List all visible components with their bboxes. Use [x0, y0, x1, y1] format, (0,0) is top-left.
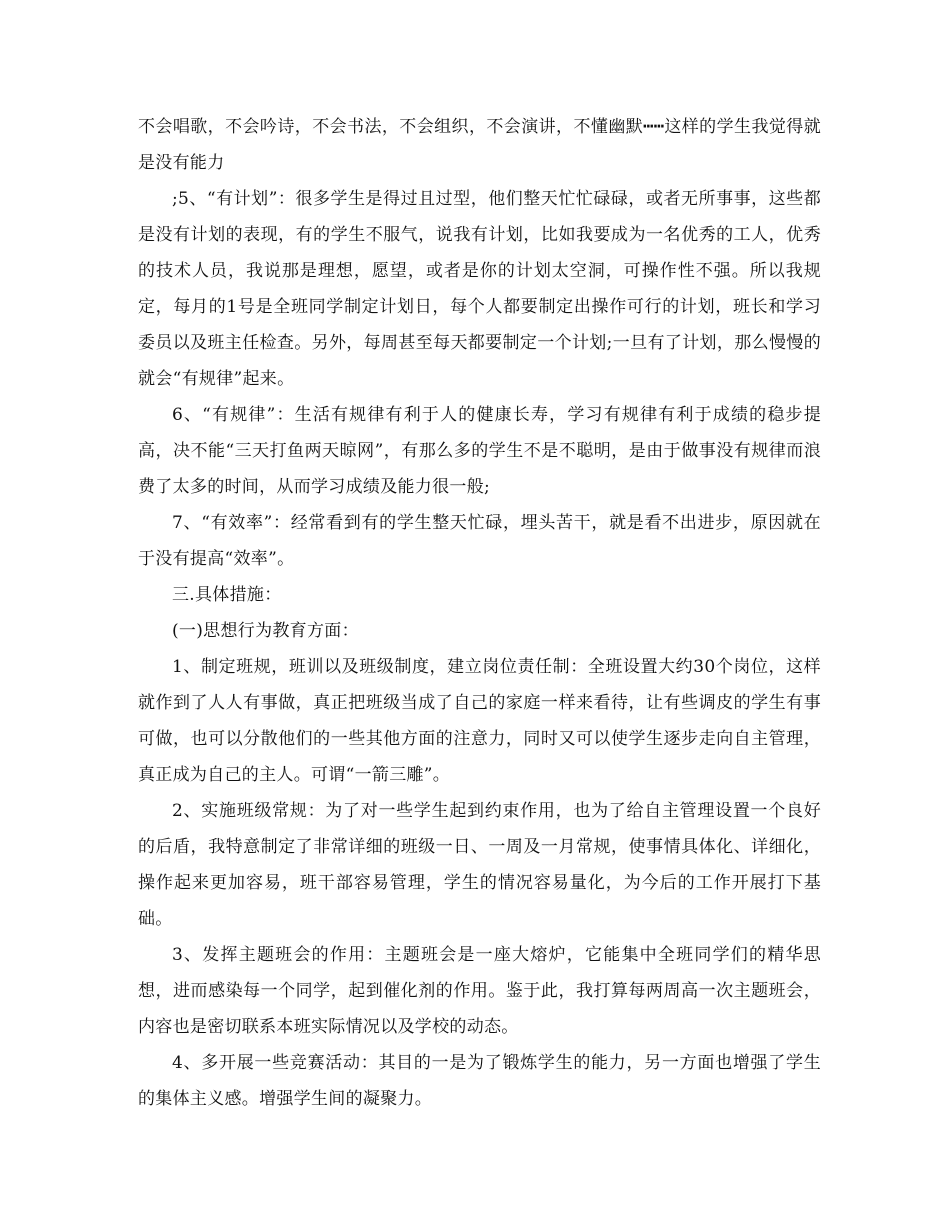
- paragraph-class-rules: 1、制定班规，班训以及班级制度，建立岗位责任制：全班设置大约30个岗位，这样就作到了人人有事做，真正把班级当成了自己的家庭一样来看待，让有些调皮的学生有事可做，也可以分散他们的一些其他方面的注意力，同时又可以使学生逐步走向自主管理，真正成为自己的主人。可谓“一箭三雕”。: [138, 657, 821, 785]
- paragraph-class-routine: 2、实施班级常规：为了对一些学生起到约束作用，也为了给自主管理设置一个良好的后盾，我特意制定了非常详细的班级一日、一周及一月常规，使事情具体化、详细化，操作起来更加容易，班干部容易管理，学生的情况容易量化，为今后的工作开展打下基础。: [138, 801, 821, 929]
- paragraph-ability-continuation: 不会唱歌，不会吟诗，不会书法，不会组织，不会演讲，不懂幽默┅┅这样的学生我觉得就是没有能力: [138, 117, 821, 173]
- section-heading-measures: 三.具体措施：: [172, 585, 282, 605]
- paragraph-have-plan: ;5、“有计划”：很多学生是得过且过型，他们整天忙忙碌碌，或者无所事事，这些都是没有计划的表现，有的学生不服气，说我有计划，比如我要成为一名优秀的工人，优秀的技术人员，我说那是理想，愿望，或者是你的计划太空洞，可操作性不强。所以我规定，每月的1号是全班同学制定计划日，每个人都要制定出操作可行的计划，班长和学习委员以及班主任检查。另外，每周甚至每天都要制定一个计划;一旦有了计划，那么慢慢的就会“有规律”起来。: [138, 189, 821, 389]
- subsection-heading-ideology: (一)思想行为教育方面：: [172, 621, 359, 641]
- paragraph-have-efficiency: 7、“有效率”：经常看到有的学生整天忙碌，埋头苦干，就是看不出进步，原因就在于没有提高“效率”。: [138, 513, 821, 569]
- paragraph-have-regularity: 6、“有规律”：生活有规律有利于人的健康长寿，学习有规律有利于成绩的稳步提高，决不能“三天打鱼两天晾网”，有那么多的学生不是不聪明，是由于做事没有规律而浪费了太多的时间，从而学习成绩及能力很一般;: [138, 405, 821, 497]
- paragraph-competitions: 4、多开展一些竞赛活动：其目的一是为了锻炼学生的能力，另一方面也增强了学生的集体主义感。增强学生间的凝聚力。: [138, 1053, 821, 1109]
- paragraph-theme-meeting: 3、发挥主题班会的作用：主题班会是一座大熔炉，它能集中全班同学们的精华思想，进而感染每一个同学，起到催化剂的作用。鉴于此，我打算每两周高一次主题班会，内容也是密切联系本班实际情况以及学校的动态。: [138, 945, 821, 1037]
- document-body: [138, 109, 821, 1117]
